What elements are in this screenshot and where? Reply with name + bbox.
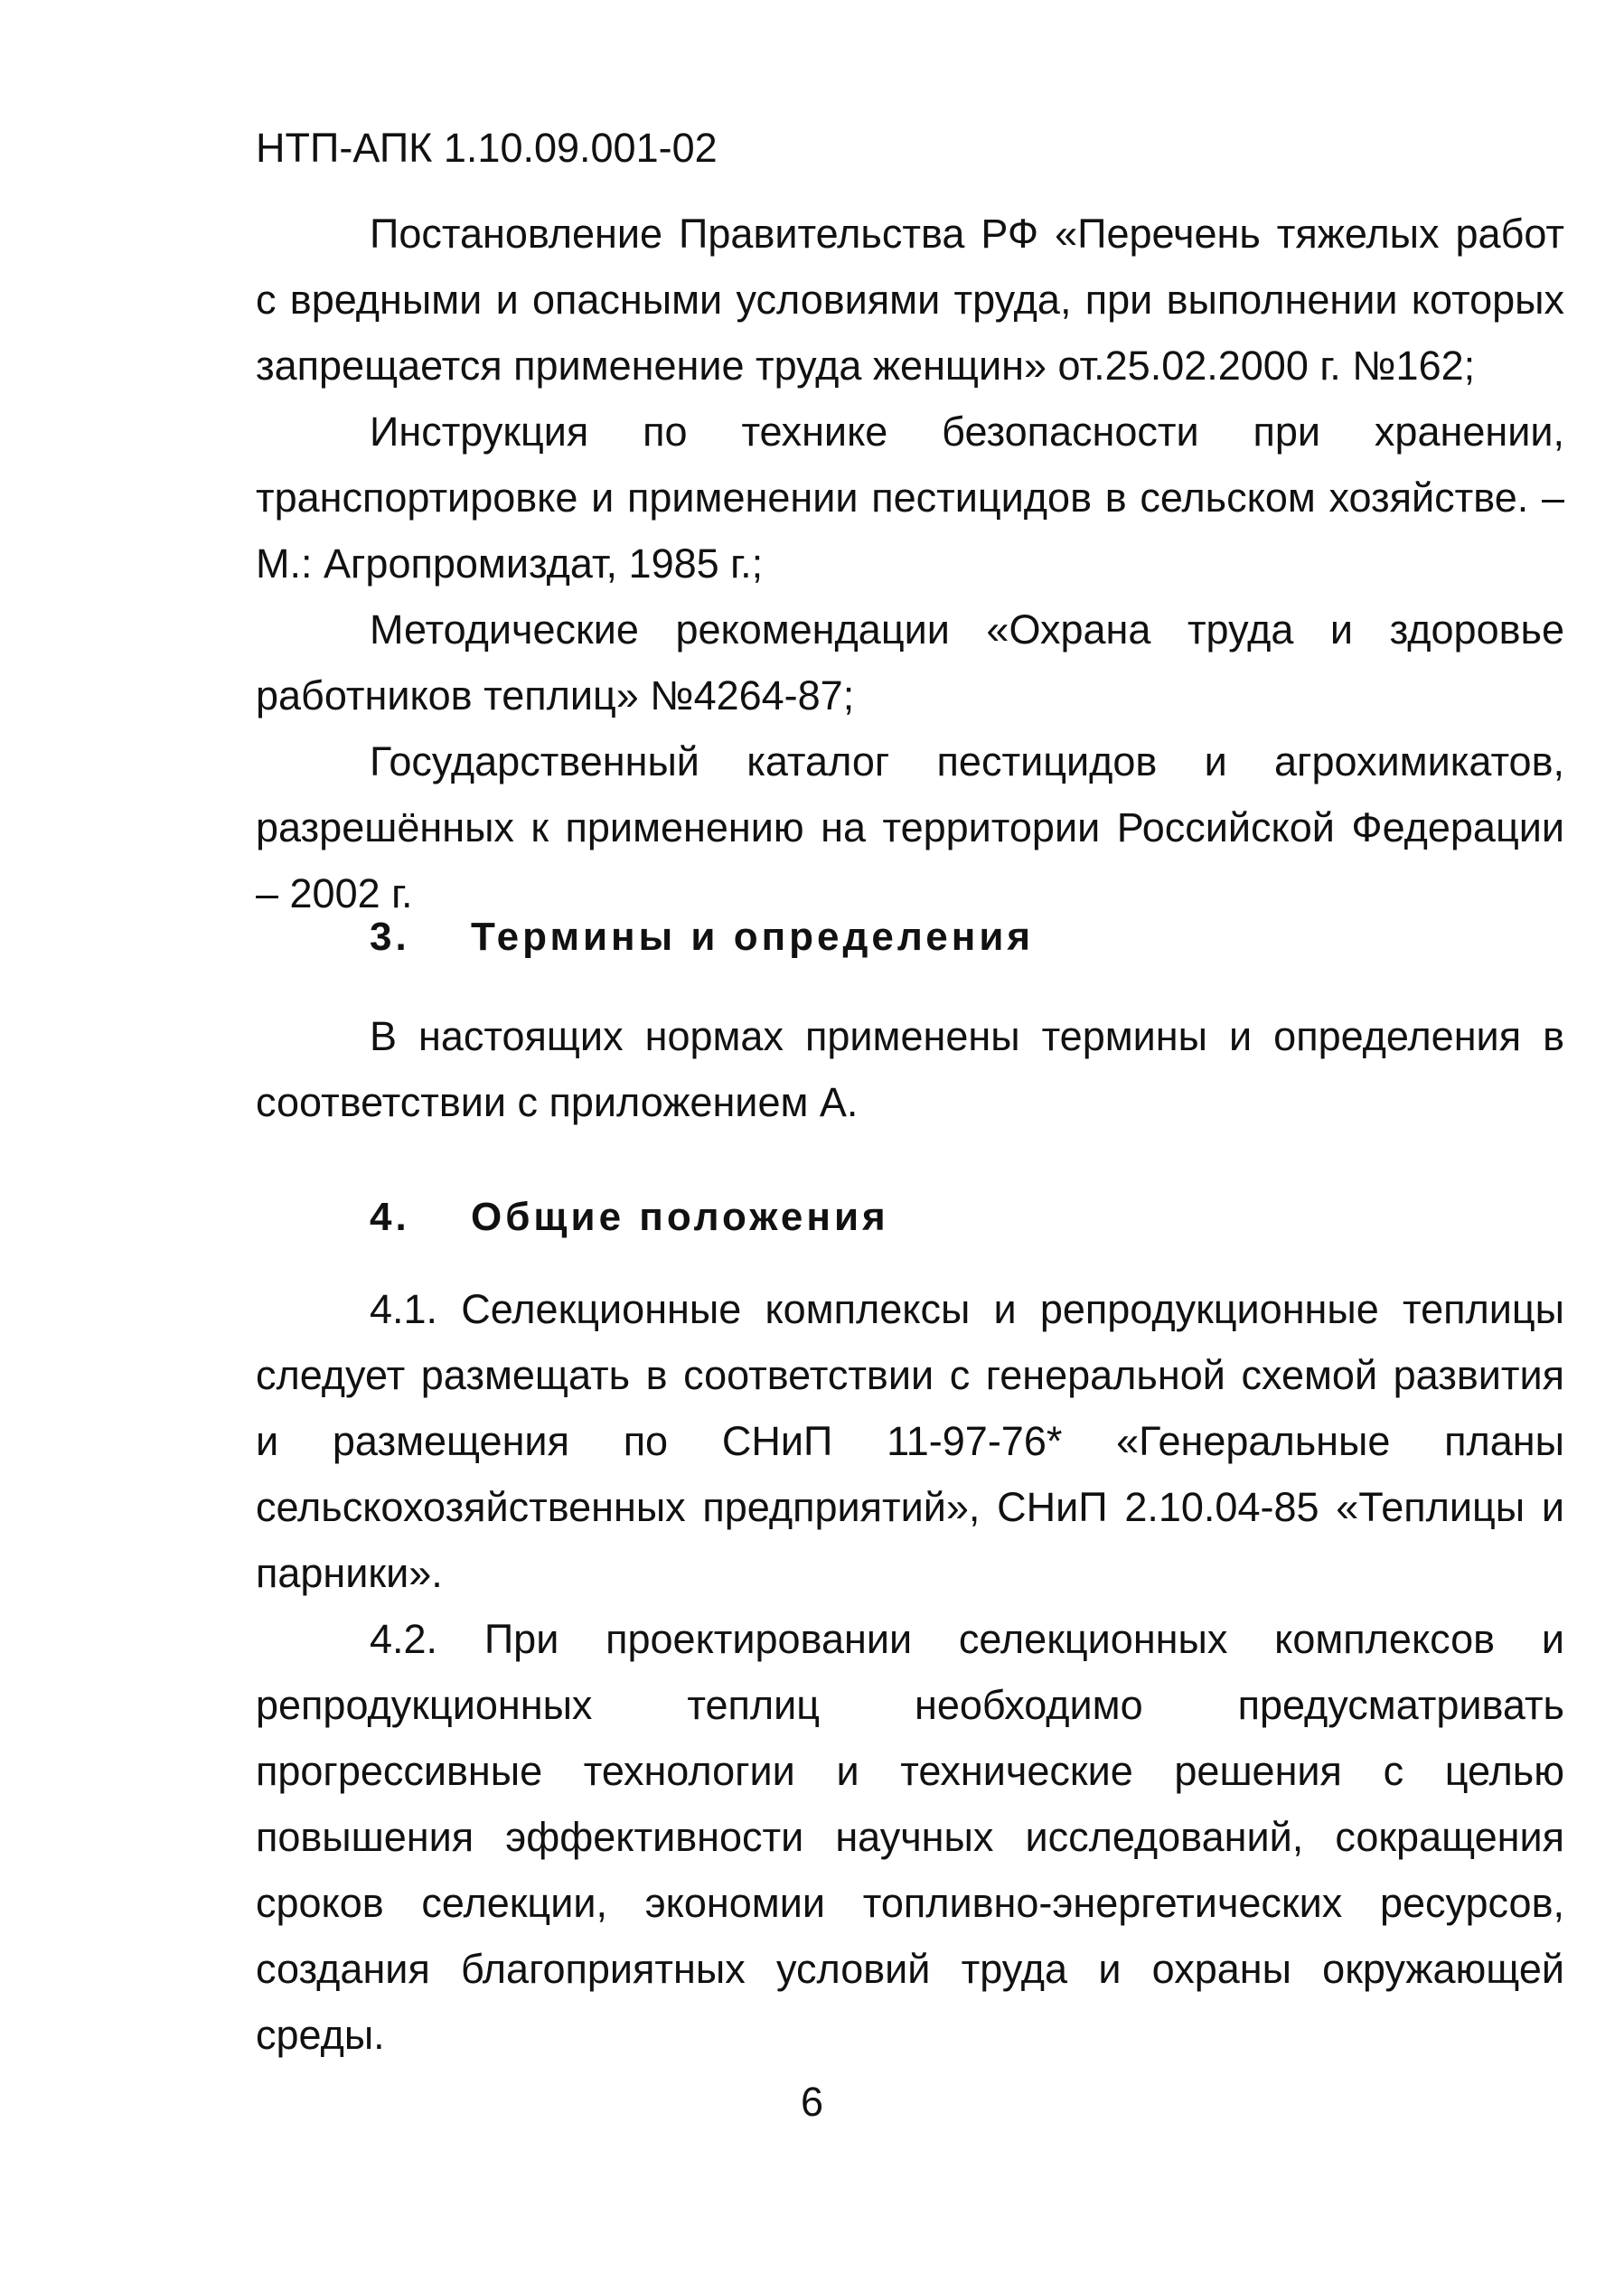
page-number: 6 <box>800 2079 824 2125</box>
section-4-body <box>256 1276 1564 2068</box>
document-code: НТП-АПК 1.10.09.001-02 <box>256 125 718 171</box>
reference-item: Государственный каталог пестицидов и агрохимикатов, разрешённых к применению на территории Российской Федерации – 2002 г. <box>256 738 1564 916</box>
section-4-paragraph-1: 4.1. Селекционные комплексы и репродукционные теплицы следует размещать в соответствии с генеральной схемой развития и размещения по СНиП 11-97-76* «Генеральные планы сельскохозяйственных предприятий», СНиП 2.10.04-85 «Теплицы и парники». <box>256 1286 1564 1596</box>
reference-item: Постановление Правительства РФ «Перечень тяжелых работ с вредными и опасными условиями труда, при выполнении которых запрещается применение труда женщин» от.25.02.2000 г. №162; <box>256 211 1564 389</box>
section-4-paragraph-2: 4.2. При проектировании селекционных комплексов и репродукционных теплиц необходимо предусматривать прогрессивные технологии и технические решения с целью повышения эффективности научных исследований, сокращения сроков селекции, экономии топливно-энергетических ресурсов, создания благоприятных условий труда и охраны окружающей среды. <box>256 1616 1564 2058</box>
section-3-heading <box>256 915 1034 960</box>
reference-item: Инструкция по технике безопасности при хранении, транспортировке и применении пестицидов в сельском хозяйстве. – М.: Агропромиздат, 1985 г.; <box>256 409 1564 587</box>
reference-item: Методические рекомендации «Охрана труда и здоровье работников теплиц» №4264-87; <box>256 606 1564 719</box>
section-3-number: 3. <box>370 915 410 959</box>
section-4-title: Общие положения <box>471 1195 889 1239</box>
section-3-text: В настоящих нормах применены термины и определения в соответствии с приложением А. <box>256 1013 1564 1125</box>
references-list <box>256 201 1564 926</box>
section-3-body <box>256 1003 1564 1135</box>
section-3-title: Термины и определения <box>471 915 1035 959</box>
section-4-heading <box>256 1195 889 1240</box>
section-4-number: 4. <box>370 1195 410 1239</box>
